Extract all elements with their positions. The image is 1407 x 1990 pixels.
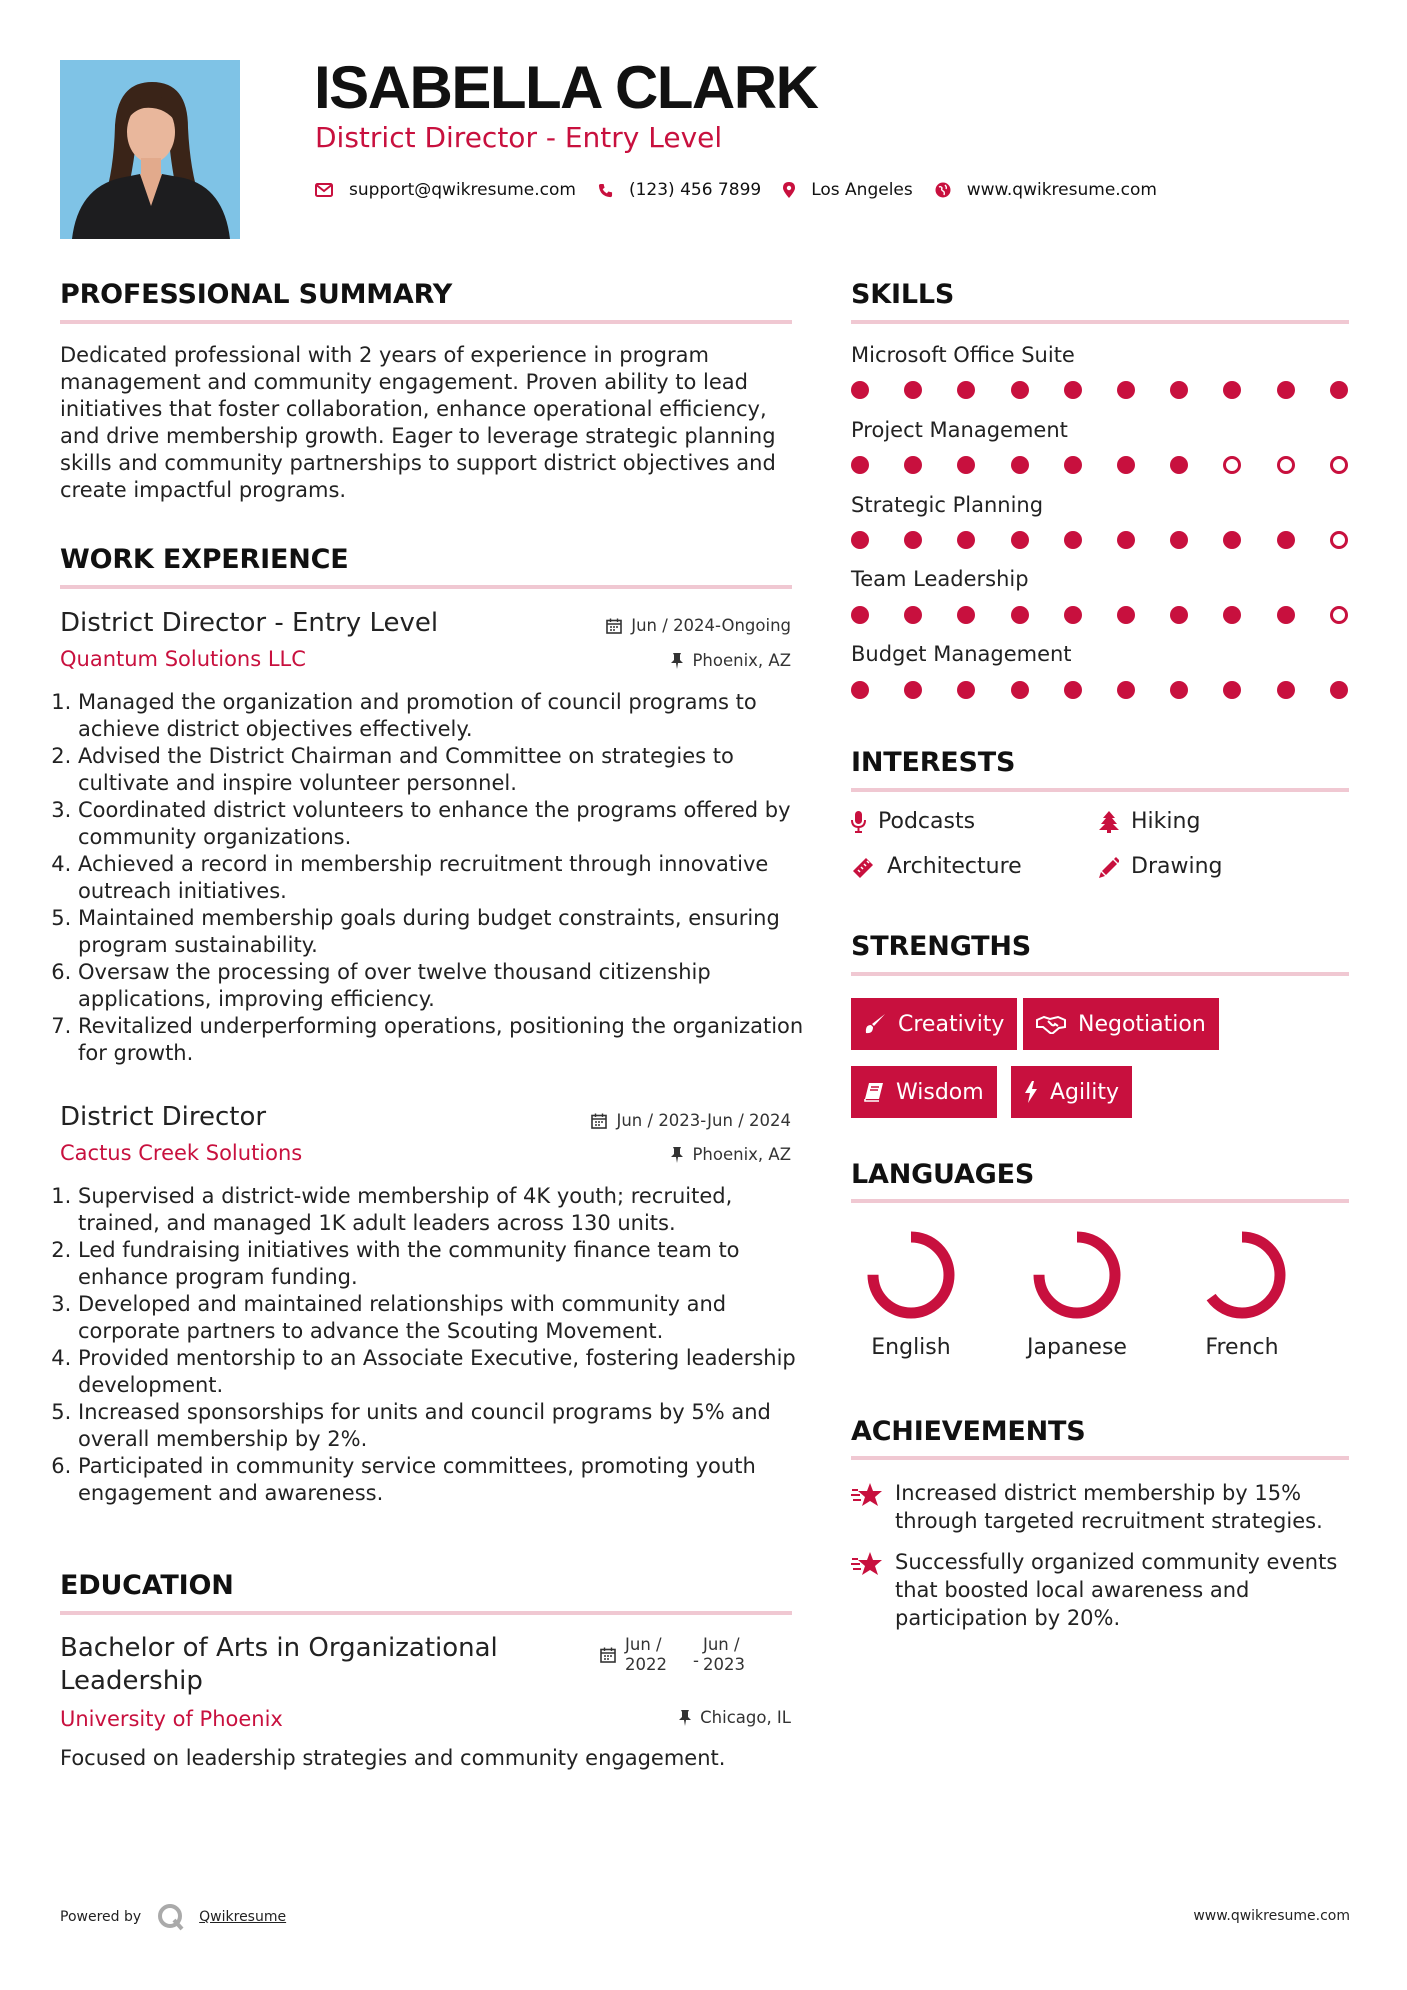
skill-dot-filled: [1277, 606, 1295, 624]
education-description: Focused on leadership strategies and community engagement.: [60, 1746, 726, 1770]
interest-item: [851, 856, 1022, 878]
contact-bar: [315, 177, 1179, 203]
language-item: [846, 1227, 976, 1359]
education-dates: [600, 1635, 745, 1675]
skill-dot-filled: [1277, 381, 1295, 399]
job-dates: [606, 618, 791, 635]
strengths-divider: [851, 972, 1349, 976]
end-month: Jun /: [702, 1635, 740, 1654]
skill-dot-filled: [1277, 681, 1295, 699]
list-item: 6. Oversaw the processing of over twelve thousand citizenship applications, improving efficiency.: [78, 959, 818, 1013]
skill-dot-filled: [1117, 681, 1135, 699]
language-item: [1177, 1227, 1307, 1359]
interest-label: Podcasts: [878, 809, 976, 834]
job-company: Cactus Creek Solutions: [60, 1141, 303, 1165]
strength-label: Creativity: [898, 1011, 1005, 1037]
footer-website[interactable]: www.qwikresume.com: [1193, 1908, 1350, 1924]
skill-dot-filled: [1011, 456, 1029, 474]
skill-dot-filled: [1117, 531, 1135, 549]
phone-icon: [598, 183, 613, 198]
list-item: 3. Coordinated district volunteers to enhance the programs offered by community organizations.: [78, 797, 818, 851]
skill-name: Budget Management: [851, 642, 1072, 666]
handshake-icon: [1036, 1014, 1066, 1034]
strength-badge: [1023, 998, 1219, 1050]
list-item: 2. Led fundraising initiatives with the community finance team to enhance program funding.: [78, 1237, 818, 1291]
list-item: 1. Supervised a district-wide membership of 4K youth; recruited, trained, and managed 1K adult leaders across 130 units.: [78, 1183, 818, 1237]
skill-dot-filled: [957, 531, 975, 549]
skill-dot-filled: [904, 531, 922, 549]
date-dash: -: [693, 1651, 699, 1670]
skill-dot-filled: [851, 606, 869, 624]
achievements-heading: ACHIEVEMENTS: [851, 1416, 1086, 1447]
interests-divider: [851, 788, 1349, 792]
strength-label: Agility: [1050, 1079, 1119, 1105]
pushpin-icon: [679, 1710, 691, 1726]
tree-icon: [1099, 811, 1119, 833]
skills-heading: SKILLS: [851, 279, 955, 310]
education-divider: [60, 1611, 792, 1615]
contact-phone[interactable]: [598, 180, 761, 200]
skill-dot-filled: [904, 456, 922, 474]
achievement-text: Successfully organized community events that boosted local awareness and participation by 20%.: [895, 1550, 1338, 1630]
job-title: District Director: [60, 1102, 267, 1132]
skill-dot-filled: [851, 531, 869, 549]
degree-title: Bachelor of Arts in Organizational Leadership: [60, 1633, 498, 1696]
email-text: support@qwikresume.com: [349, 180, 576, 200]
skill-dot-filled: [957, 456, 975, 474]
language-name: Japanese: [1027, 1335, 1127, 1360]
experience-divider: [60, 585, 792, 589]
language-item: [1012, 1227, 1142, 1359]
list-item: 4. Achieved a record in membership recruitment through innovative outreach initiatives.: [78, 851, 818, 905]
candidate-title: District Director - Entry Level: [315, 121, 723, 154]
interest-item: [851, 811, 975, 833]
interest-label: Hiking: [1131, 809, 1201, 834]
skill-dot-filled: [1011, 681, 1029, 699]
skill-dot-filled: [957, 606, 975, 624]
skill-dot-filled: [1117, 606, 1135, 624]
school-name: University of Phoenix: [60, 1707, 283, 1731]
skill-dot-filled: [1170, 381, 1188, 399]
star-icon: [851, 1482, 883, 1508]
end-year: 2023: [702, 1655, 745, 1674]
summary-text: Dedicated professional with 2 years of experience in program management and community engagement. Proven ability to lead initiatives that foster collaboration, enhance operational efficiency, and drive membership growth. Eager to leverage strategic planning skills and community partnerships to support district objectives and create impactful programs.: [60, 343, 776, 502]
start-month: Jun /: [625, 1635, 662, 1654]
strengths-heading: STRENGTHS: [851, 931, 1032, 962]
skill-dot-empty: [1223, 456, 1241, 474]
job-bullets: [56, 689, 818, 1067]
skill-dot-filled: [1330, 681, 1348, 699]
list-item: 1. Managed the organization and promotion of council programs to achieve district objectives effectively.: [78, 689, 818, 743]
skill-dot-filled: [1011, 531, 1029, 549]
language-level-arc: [1039, 1237, 1115, 1313]
calendar-icon: [606, 618, 622, 634]
microphone-icon: [851, 811, 866, 833]
skill-dot-filled: [957, 381, 975, 399]
experience-heading: WORK EXPERIENCE: [60, 544, 349, 575]
strength-label: Negotiation: [1078, 1011, 1206, 1037]
language-name: French: [1205, 1335, 1279, 1360]
map-marker-icon: [783, 182, 795, 198]
globe-icon: [935, 182, 951, 198]
skill-dot-filled: [1011, 606, 1029, 624]
skill-dot-filled: [1170, 531, 1188, 549]
profile-photo: [60, 60, 240, 239]
skill-dot-filled: [1170, 456, 1188, 474]
list-item: 3. Developed and maintained relationships with community and corporate partners to advance the Scouting Movement.: [78, 1291, 818, 1345]
skill-dot-filled: [1064, 606, 1082, 624]
job-dates-text: Jun / 2023-Jun / 2024: [616, 1111, 791, 1130]
skill-dot-filled: [1330, 381, 1348, 399]
skill-dot-filled: [1064, 456, 1082, 474]
achievements-divider: [851, 1456, 1349, 1460]
job-location: [671, 653, 791, 670]
skill-dot-filled: [1223, 531, 1241, 549]
star-icon: [851, 1551, 883, 1577]
achievement-item: [851, 1548, 1351, 1632]
skill-dot-filled: [1064, 381, 1082, 399]
list-item: 6. Participated in community service committees, promoting youth engagement and awareness.: [78, 1453, 818, 1507]
skill-dot-filled: [1277, 531, 1295, 549]
education-heading: EDUCATION: [60, 1570, 234, 1601]
achievement-text: Increased district membership by 15% through targeted recruitment strategies.: [895, 1481, 1323, 1533]
book-icon: [864, 1082, 884, 1102]
job-dates-text: Jun / 2024-Ongoing: [631, 616, 791, 635]
list-item: 5. Maintained membership goals during budget constraints, ensuring program sustainability.: [78, 905, 818, 959]
language-proficiency-ring: [1029, 1227, 1125, 1323]
strength-badge: [1011, 1066, 1132, 1118]
skill-dot-empty: [1330, 606, 1348, 624]
strength-badge: [851, 1066, 997, 1118]
skill-dot-empty: [1330, 531, 1348, 549]
skill-dot-filled: [1223, 681, 1241, 699]
skill-name: Strategic Planning: [851, 493, 1044, 517]
interest-label: Architecture: [887, 854, 1022, 879]
interest-item: [1099, 811, 1200, 833]
phone-text: (123) 456 7899: [628, 180, 762, 200]
language-name: English: [871, 1335, 951, 1360]
candidate-name: ISABELLA CLARK: [314, 54, 818, 121]
pushpin-icon: [671, 1147, 683, 1163]
skills-divider: [851, 320, 1349, 324]
ruler-icon: [851, 856, 875, 878]
website-text: www.qwikresume.com: [966, 180, 1157, 200]
skill-name: Project Management: [851, 418, 1068, 442]
powered-by-label: Powered by: [60, 1909, 142, 1925]
language-level-arc: [873, 1237, 949, 1313]
strength-badge: [851, 998, 1017, 1050]
skill-dot-filled: [1064, 681, 1082, 699]
skill-dot-filled: [851, 681, 869, 699]
contact-location: [783, 180, 913, 200]
skill-dot-filled: [1223, 381, 1241, 399]
language-proficiency-ring: [863, 1227, 959, 1323]
skill-name: Microsoft Office Suite: [851, 343, 1075, 367]
skill-dot-filled: [1170, 606, 1188, 624]
list-item: 2. Advised the District Chairman and Committee on strategies to cultivate and inspire volunteer personnel.: [78, 743, 818, 797]
qwikresume-logo-icon: [157, 1903, 185, 1931]
skill-dot-filled: [1117, 381, 1135, 399]
summary-divider: [60, 320, 792, 324]
qwikresume-link[interactable]: Qwikresume: [199, 1909, 287, 1925]
calendar-icon: [600, 1647, 616, 1663]
education-location: [679, 1710, 791, 1727]
list-item: 4. Provided mentorship to an Associate Executive, fostering leadership development.: [78, 1345, 818, 1399]
education-location-text: Chicago, IL: [700, 1708, 791, 1727]
contact-website[interactable]: [935, 180, 1157, 200]
envelope-icon: [315, 183, 333, 197]
languages-heading: LANGUAGES: [851, 1159, 1035, 1190]
skill-dot-filled: [1223, 606, 1241, 624]
interest-label: Drawing: [1131, 854, 1223, 879]
skill-name: Team Leadership: [851, 567, 1029, 591]
skill-dot-filled: [1170, 681, 1188, 699]
job-location: [671, 1147, 791, 1164]
job-title: District Director - Entry Level: [60, 608, 439, 638]
skill-dot-filled: [851, 456, 869, 474]
summary-heading: PROFESSIONAL SUMMARY: [60, 279, 453, 310]
job-company: Quantum Solutions LLC: [60, 647, 306, 671]
skill-dot-filled: [1117, 456, 1135, 474]
job-location-text: Phoenix, AZ: [692, 1145, 791, 1164]
calendar-icon: [591, 1113, 607, 1129]
contact-email[interactable]: [315, 180, 576, 200]
skill-dot-filled: [1011, 381, 1029, 399]
start-year: 2022: [625, 1655, 667, 1674]
job-location-text: Phoenix, AZ: [692, 651, 791, 670]
list-item: 5. Increased sponsorships for units and council programs by 5% and overall membership by 2%.: [78, 1399, 818, 1453]
skill-dot-empty: [1277, 456, 1295, 474]
languages-divider: [851, 1199, 1349, 1203]
interests-heading: INTERESTS: [851, 747, 1016, 778]
footer-powered-by: [60, 1903, 286, 1931]
skill-dot-filled: [957, 681, 975, 699]
language-level-arc: [1204, 1237, 1280, 1313]
achievement-item: [851, 1479, 1351, 1535]
skill-dot-empty: [1330, 456, 1348, 474]
skill-dot-filled: [904, 381, 922, 399]
skill-dot-filled: [904, 606, 922, 624]
skill-dot-filled: [904, 681, 922, 699]
skill-dot-filled: [1064, 531, 1082, 549]
interest-item: [1099, 856, 1222, 878]
list-item: 7. Revitalized underperforming operations, positioning the organization for growth.: [78, 1013, 818, 1067]
paintbrush-icon: [864, 1013, 886, 1035]
language-proficiency-ring: [1194, 1227, 1290, 1323]
pencil-icon: [1099, 856, 1119, 878]
bolt-icon: [1024, 1081, 1038, 1103]
strength-label: Wisdom: [896, 1079, 984, 1105]
job-dates: [591, 1113, 791, 1130]
pushpin-icon: [671, 653, 683, 669]
skill-dot-filled: [851, 381, 869, 399]
location-text: Los Angeles: [811, 180, 913, 200]
job-bullets: [56, 1183, 818, 1507]
